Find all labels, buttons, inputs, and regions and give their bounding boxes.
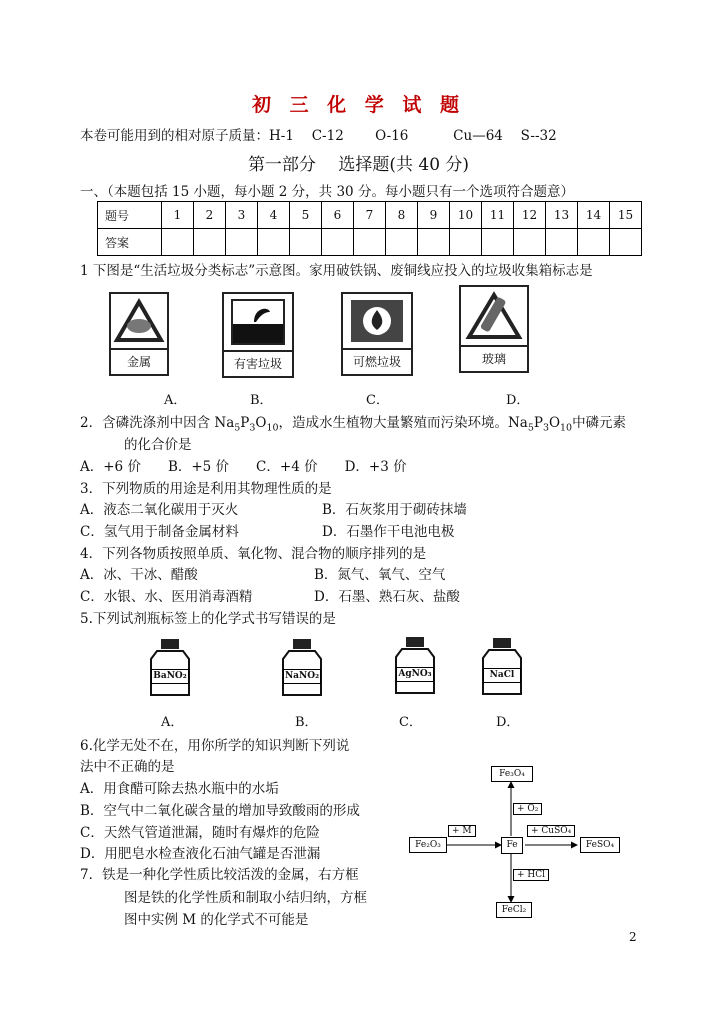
metal-recycle-sign <box>109 292 169 376</box>
answer-cell[interactable] <box>546 229 578 256</box>
flame-icon <box>343 294 411 350</box>
q2-sub: 10 <box>266 422 279 434</box>
q3-option-a: A．液态二氧化碳用于灭火 <box>80 502 239 518</box>
answer-cell[interactable] <box>162 229 194 256</box>
bottle-label: NaCl <box>483 668 521 683</box>
bottle-label: BaNO₂ <box>151 669 189 684</box>
diagram-node-fe2o3: Fe₂O₃ <box>409 837 447 853</box>
table-cell: 1 <box>162 202 194 229</box>
table-cell: 11 <box>482 202 514 229</box>
answer-cell[interactable] <box>226 229 258 256</box>
q1-text: 1 下图是“生活垃圾分类标志”示意图。家用破铁锅、废铜线应投入的垃圾收集箱标志是 <box>80 263 593 279</box>
answer-cell[interactable] <box>514 229 546 256</box>
atomic-masses: 本卷可能用到的相对原子质量：H-1 C-12 O-16 Cu—64 S--32 <box>80 128 557 144</box>
q4-option-b: B．氮气、氧气、空气 <box>314 567 446 583</box>
q2-sub: 10 <box>560 422 573 434</box>
q2-sub: 3 <box>542 422 549 434</box>
table-cell: 7 <box>354 202 386 229</box>
answer-table <box>97 201 642 256</box>
answer-table-answer-row <box>98 229 642 256</box>
diagram-node-fe: Fe <box>501 837 523 854</box>
table-cell: 13 <box>546 202 578 229</box>
bottle-label: AgNO₃ <box>396 667 434 682</box>
answer-table-header-row <box>98 202 642 229</box>
answer-cell[interactable] <box>258 229 290 256</box>
answer-cell[interactable] <box>290 229 322 256</box>
q1-option-d: D． <box>506 393 530 408</box>
q6-option-b: B．空气中二氧化碳含量的增加导致酸雨的形成 <box>80 803 360 819</box>
answer-cell[interactable] <box>418 229 450 256</box>
table-cell: 4 <box>258 202 290 229</box>
table-cell: 答案 <box>98 229 162 256</box>
q2-text <box>80 411 626 434</box>
q1-option-b: B． <box>250 393 273 408</box>
q6-option-a: A．用食醋可除去热水瓶中的水垢 <box>80 781 279 797</box>
glass-recycle-sign <box>459 285 529 373</box>
answer-cell[interactable] <box>322 229 354 256</box>
q2-sub: 5 <box>527 422 534 434</box>
sign-label: 玻璃 <box>461 345 527 371</box>
answer-cell[interactable] <box>194 229 226 256</box>
recycle-icon <box>111 294 167 350</box>
table-cell: 12 <box>514 202 546 229</box>
q3-option-d: D．石墨作干电池电极 <box>322 524 455 540</box>
page-number: 2 <box>629 930 637 944</box>
q7-line3: 图中实例 M 的化学式不可能是 <box>124 912 309 928</box>
reagent-bottle <box>479 636 525 698</box>
q6-line2: 法中不正确的是 <box>80 759 175 775</box>
q6-option-d: D．用肥皂水检查液化石油气罐是否泄漏 <box>80 846 321 862</box>
q7-line2: 图是铁的化学性质和制取小结归纳，方框 <box>124 890 367 906</box>
answer-cell[interactable] <box>386 229 418 256</box>
q6-line1: 6.化学无处不在，用你所学的知识判断下列说 <box>80 738 350 754</box>
diagram-node-fecl2: FeCl₂ <box>496 902 532 918</box>
table-cell: 5 <box>290 202 322 229</box>
q5-option-d: D． <box>496 715 520 730</box>
q2-sub: 5 <box>234 422 241 434</box>
q4-option-c: C．水银、水、医用消毒酒精 <box>80 589 253 605</box>
bottle-label: NaNO₂ <box>283 669 321 684</box>
q5-option-b: B． <box>295 715 318 730</box>
q5-text: 5.下列试剂瓶标签上的化学式书写错误的是 <box>80 611 336 627</box>
table-cell: 3 <box>226 202 258 229</box>
sign-label: 可燃垃圾 <box>343 348 411 374</box>
diagram-node-feso4: FeSO₄ <box>580 837 620 853</box>
q2-line2: 的化合价是 <box>124 437 192 453</box>
answer-cell[interactable] <box>610 229 642 256</box>
q6-option-c: C．天然气管道泄漏，随时有爆炸的危险 <box>80 825 320 841</box>
sign-label: 金属 <box>111 348 167 374</box>
q2-options: A．+6 价 B．+5 价 C．+4 价 D．+3 价 <box>80 459 407 475</box>
table-cell: 6 <box>322 202 354 229</box>
q4-option-d: D．石墨、熟石灰、盐酸 <box>314 589 460 605</box>
q2-text-part: 中磷元素 <box>572 415 627 431</box>
page-title: 初 三 化 学 试 题 <box>251 94 466 116</box>
table-cell: 14 <box>578 202 610 229</box>
q2-text-part: O <box>548 415 561 431</box>
q1-option-c: C． <box>366 393 389 408</box>
answer-cell[interactable] <box>482 229 514 256</box>
diagram-node-fe3o4: Fe₃O₄ <box>491 766 533 782</box>
combustible-waste-sign <box>341 292 413 376</box>
q7-line1: 7．铁是一种化学性质比较活泼的金属，右方框 <box>80 867 359 883</box>
reagent-bottle <box>147 637 193 699</box>
q4-text: 4．下列各物质按照单质、氧化物、混合物的顺序排列的是 <box>80 546 427 562</box>
q2-text-part: P <box>533 415 543 431</box>
section-title: 第一部分 选择题(共 40 分) <box>247 155 470 175</box>
diagram-label-m: + M <box>448 825 476 837</box>
sign-label: 有害垃圾 <box>224 350 292 376</box>
table-cell: 10 <box>450 202 482 229</box>
q2-text-part: ，造成水生植物大量繁殖而污染环境。Na <box>278 415 528 431</box>
reagent-bottle <box>279 637 325 699</box>
reagent-bottle <box>392 635 438 697</box>
q5-option-a: A． <box>161 715 184 730</box>
q4-option-a: A．冰、干冰、醋酸 <box>80 567 198 583</box>
table-cell: 2 <box>194 202 226 229</box>
q3-option-b: B．石灰浆用于砌砖抹墙 <box>322 502 467 518</box>
answer-cell[interactable] <box>578 229 610 256</box>
diagram-label-o2: + O₂ <box>513 803 542 815</box>
q1-option-a: A． <box>164 393 187 408</box>
answer-cell[interactable] <box>450 229 482 256</box>
table-cell: 题号 <box>98 202 162 229</box>
q2-sub: 3 <box>249 422 256 434</box>
answer-cell[interactable] <box>354 229 386 256</box>
diagram-label-cuso4: + CuSO₄ <box>527 825 575 837</box>
table-cell: 9 <box>418 202 450 229</box>
q2-text-part: P <box>240 415 250 431</box>
table-cell: 15 <box>610 202 642 229</box>
part1-instruction: 一、（本题包括 15 小题，每小题 2 分，共 30 分。每小题只有一个选项符合题意） <box>80 184 574 200</box>
q3-option-c: C．氢气用于制备金属材料 <box>80 524 239 540</box>
hazardous-waste-sign <box>222 292 294 378</box>
hazard-icon <box>224 294 292 352</box>
q2-text-part: 2．含磷洗涤剂中因含 Na <box>80 415 235 431</box>
q5-option-c: C． <box>399 715 422 730</box>
q2-text-part: O <box>255 415 267 431</box>
diagram-label-hcl: + HCl <box>513 869 549 881</box>
bottle-icon <box>461 287 527 345</box>
table-cell: 8 <box>386 202 418 229</box>
q3-text: 3．下列物质的用途是利用其物理性质的是 <box>80 481 332 497</box>
